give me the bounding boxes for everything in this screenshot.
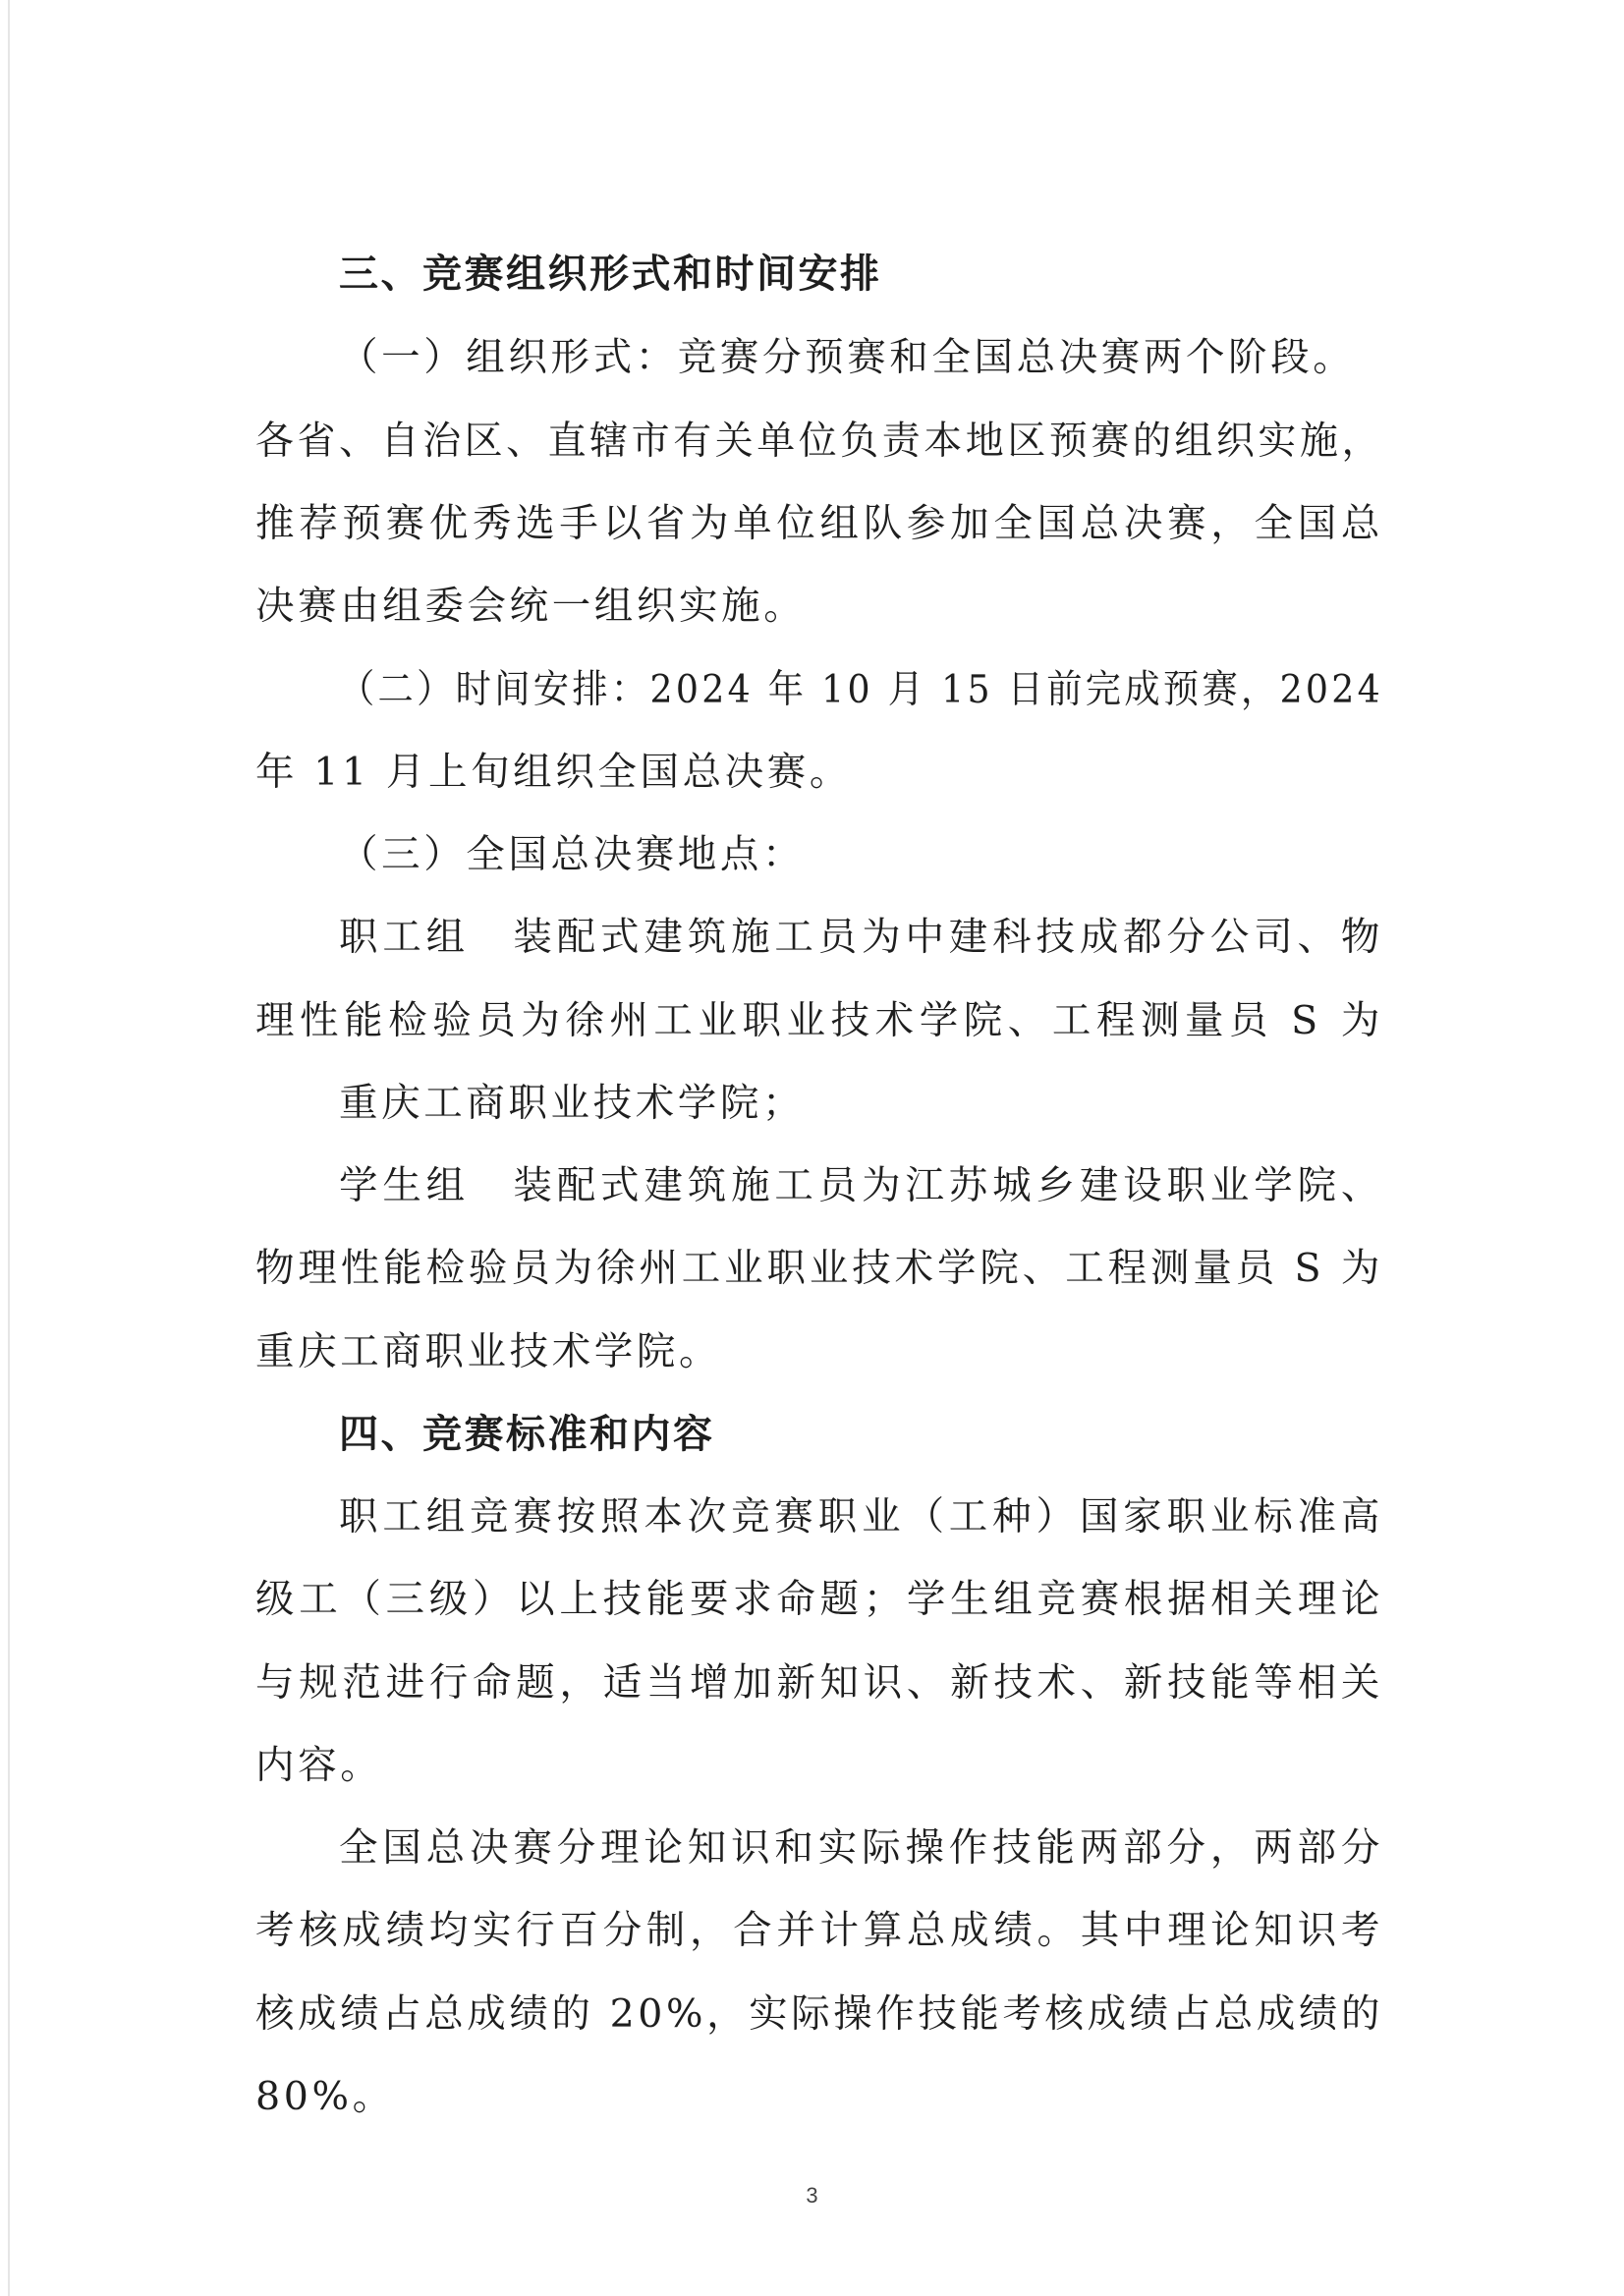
section-heading-4: 四、竞赛标准和内容 xyxy=(339,1412,715,1457)
text-line: 职工组竞赛按照本次竞赛职业（工种）国家职业标准高 xyxy=(339,1494,1385,1540)
page-number: 3 xyxy=(806,2183,818,2208)
text-line: 年 11 月上旬组织全国总决赛。 xyxy=(255,750,852,795)
text-line: 核成绩占总成绩的 20%，实际操作技能考核成绩占总成绩的 xyxy=(255,1991,1384,2037)
text-line: 内容。 xyxy=(255,1743,383,1788)
text-line: 决赛由组委会统一组织实施。 xyxy=(255,584,807,629)
text-line: 级工（三级）以上技能要求命题；学生组竞赛根据相关理论 xyxy=(255,1577,1385,1622)
text-line: 学生组 装配式建筑施工员为江苏城乡建设职业学院、 xyxy=(339,1163,1385,1208)
text-line: 重庆工商职业技术学院。 xyxy=(255,1329,722,1374)
text-line: 理性能检验员为徐州工业职业技术学院、工程测量员 S 为 xyxy=(255,998,1385,1043)
text-line: 80%。 xyxy=(255,2074,395,2119)
text-line: 推荐预赛优秀选手以省为单位组队参加全国总决赛，全国总 xyxy=(255,501,1385,546)
text-line: 各省、自治区、直辖市有关单位负责本地区预赛的组织实施， xyxy=(255,419,1383,464)
section-heading-3: 三、竞赛组织形式和时间安排 xyxy=(339,252,882,297)
text-line: 与规范进行命题，适当增加新知识、新技术、新技能等相关 xyxy=(255,1660,1385,1706)
text-line: 职工组 装配式建筑施工员为中建科技成都分公司、物 xyxy=(339,915,1385,960)
scan-edge-shadow xyxy=(8,0,10,2296)
text-line: 全国总决赛分理论知识和实际操作技能两部分，两部分 xyxy=(339,1825,1385,1871)
text-line: （二）时间安排：2024 年 10 月 15 日前完成预赛，2024 xyxy=(339,667,1384,712)
text-line: 重庆工商职业技术学院； xyxy=(339,1081,806,1126)
text-line: （三）全国总决赛地点： xyxy=(339,832,806,877)
text-line: （一）组织形式：竞赛分预赛和全国总决赛两个阶段。 xyxy=(339,335,1356,380)
text-line: 考核成绩均实行百分制，合并计算总成绩。其中理论知识考 xyxy=(255,1908,1385,1953)
text-line: 物理性能检验员为徐州工业职业技术学院、工程测量员 S 为 xyxy=(255,1246,1384,1291)
